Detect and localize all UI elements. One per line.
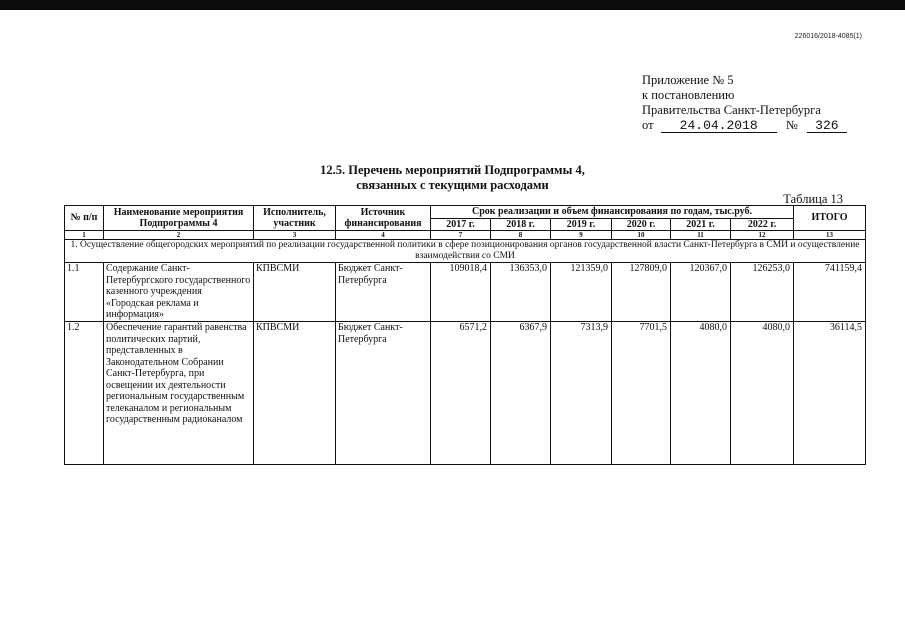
appendix-number: 326 xyxy=(807,119,847,133)
row-no: 1.1 xyxy=(65,263,104,322)
appendix-block xyxy=(642,73,847,133)
title-line-2: связанных с текущими расходами xyxy=(356,178,549,192)
header-name: Наименование мероприятия Подпрограммы 4 xyxy=(104,206,254,231)
column-index: 7 xyxy=(431,231,491,240)
row-value: 6571,2 xyxy=(431,322,491,465)
measures-table xyxy=(64,205,866,465)
row-value: 136353,0 xyxy=(491,263,551,322)
appendix-date-row xyxy=(642,118,847,133)
appendix-line-3: Правительства Санкт-Петербурга xyxy=(642,103,821,117)
header-year: 2017 г. xyxy=(431,218,491,231)
row-value: 121359,0 xyxy=(551,263,612,322)
column-index: 11 xyxy=(671,231,731,240)
header-executor: Исполнитель, участник xyxy=(254,206,336,231)
column-index: 9 xyxy=(551,231,612,240)
row-total: 741159,4 xyxy=(794,263,866,322)
header-no: № п/п xyxy=(65,206,104,231)
row-value: 4080,0 xyxy=(731,322,794,465)
row-value: 127809,0 xyxy=(612,263,671,322)
column-index: 2 xyxy=(104,231,254,240)
document-title xyxy=(0,163,905,193)
appendix-ot: от xyxy=(642,118,654,132)
appendix-date: 24.04.2018 xyxy=(661,119,777,133)
header-year: 2020 г. xyxy=(612,218,671,231)
table-row xyxy=(65,263,866,322)
appendix-line-1: Приложение № 5 xyxy=(642,73,734,87)
row-value: 120367,0 xyxy=(671,263,731,322)
row-value: 126253,0 xyxy=(731,263,794,322)
row-no: 1.2 xyxy=(65,322,104,465)
header-year: 2019 г. xyxy=(551,218,612,231)
scan-top-border xyxy=(0,0,905,10)
row-value: 7701,5 xyxy=(612,322,671,465)
appendix-no-sign: № xyxy=(785,118,798,132)
header-period: Срок реализации и объем финансирования по годам, тыс.руб. xyxy=(431,206,794,219)
table-row xyxy=(65,322,866,465)
column-index: 3 xyxy=(254,231,336,240)
row-source: Бюджет Санкт-Петербурга xyxy=(336,322,431,465)
row-name: Содержание Санкт-Петербургского государственного казенного учреждения «Городская реклама и информация» xyxy=(104,263,254,322)
column-index: 8 xyxy=(491,231,551,240)
row-total: 36114,5 xyxy=(794,322,866,465)
row-value: 4080,0 xyxy=(671,322,731,465)
document-id: 226016/2018-4085(1) xyxy=(794,33,862,40)
section-row xyxy=(65,240,866,263)
row-value: 6367,9 xyxy=(491,322,551,465)
row-executor: КПВСМИ xyxy=(254,263,336,322)
header-year: 2018 г. xyxy=(491,218,551,231)
header-row-1 xyxy=(65,206,866,219)
section-title: 1. Осуществление общегородских мероприятий по реализации государственной политики в сфере позиционирования органов государственной власти Санкт-Петербурга в СМИ и осуществление взаимодействия со СМИ xyxy=(65,240,866,263)
title-line-1: 12.5. Перечень мероприятий Подпрограммы 4, xyxy=(320,163,585,177)
row-source: Бюджет Санкт-Петербурга xyxy=(336,263,431,322)
column-index: 13 xyxy=(794,231,866,240)
row-value: 7313,9 xyxy=(551,322,612,465)
column-index: 1 xyxy=(65,231,104,240)
column-index: 10 xyxy=(612,231,671,240)
appendix-line-2: к постановлению xyxy=(642,88,735,102)
column-index: 12 xyxy=(731,231,794,240)
table-label: Таблица 13 xyxy=(783,192,843,206)
row-name: Обеспечение гарантий равенства политических партий, представленных в Законодательном Собрании Санкт-Петербурга, при освещении их деятельности региональным государственным телеканалом и региональным государственным радиоканалом xyxy=(104,322,254,465)
header-source: Источник финансирования xyxy=(336,206,431,231)
row-value: 109018,4 xyxy=(431,263,491,322)
column-index: 4 xyxy=(336,231,431,240)
header-year: 2021 г. xyxy=(671,218,731,231)
row-executor: КПВСМИ xyxy=(254,322,336,465)
header-total: ИТОГО xyxy=(794,206,866,231)
column-index-row xyxy=(65,231,866,240)
header-year: 2022 г. xyxy=(731,218,794,231)
